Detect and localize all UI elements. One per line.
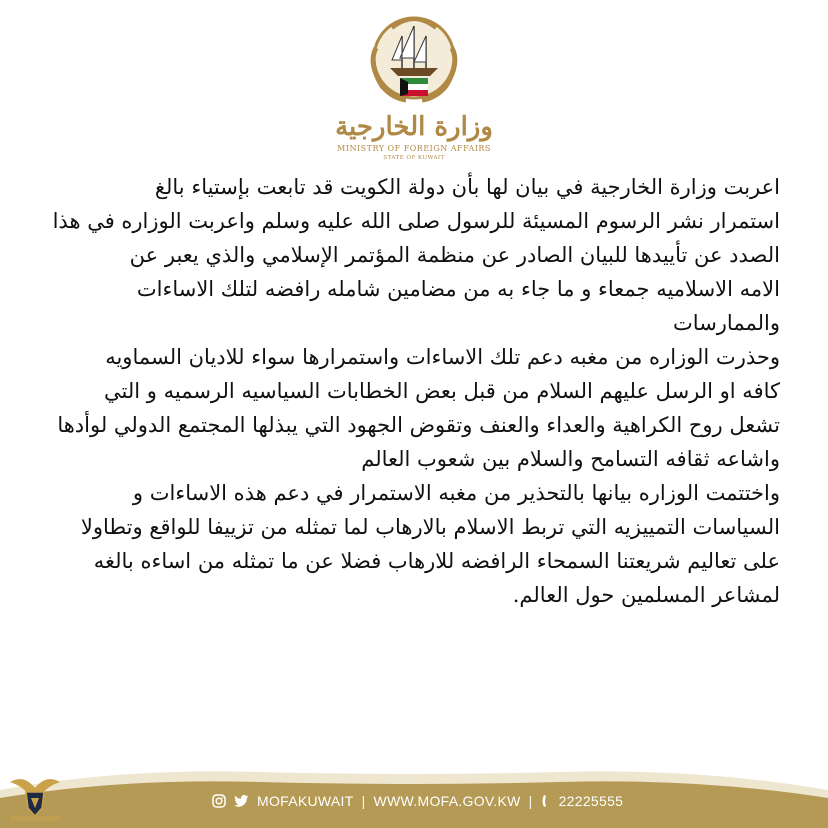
statement-body (50, 170, 780, 612)
twitter-icon[interactable] (234, 795, 249, 808)
phone-icon (541, 794, 551, 808)
instagram-icon[interactable] (212, 794, 226, 808)
watermark-logo (6, 768, 64, 824)
text-line: لمشاعر المسلمين حول العالم. (512, 583, 780, 607)
text-line: الامه الاسلاميه جمعاء و ما جاء به من مضامين شامله رافضه لتلك الاساءات (136, 277, 780, 301)
social-handle[interactable]: MOFAKUWAIT (257, 793, 354, 809)
text-line: الصدد عن تأييدها للبيان الصادر عن منظمة المؤتمر الإسلامي والذي يعبر عن (129, 243, 780, 267)
kuwait-emblem (362, 8, 466, 112)
text-line: اعربت وزارة الخارجية في بيان لها بأن دولة الكويت قد تابعت بإستياء بالغ (154, 175, 780, 199)
statement-paragraph-2 (50, 340, 780, 476)
footer-contacts (212, 790, 623, 812)
text-line: تشعل روح الكراهية والعداء والعنف وتقوض الجهود التي يبذلها المجتمع الدولي لوأدها (57, 413, 780, 437)
text-line: السياسات التمييزيه التي تربط الاسلام بالارهاب لما تمثله من تزييفا للواقع وتطاولا (80, 515, 780, 539)
footer-divider: | (361, 793, 366, 809)
text-line: استمرار نشر الرسوم المسيئة للرسول صلى الله عليه وسلم واعربت الوزاره في هذا (52, 209, 780, 233)
state-name: STATE OF KUWAIT (383, 155, 445, 161)
text-line: واختتمت الوزاره بيانها بالتحذير من مغبه الاستمرار في دعم هذه الاساءات و (132, 481, 780, 505)
text-line: وحذرت الوزاره من مغبه دعم تلك الاساءات واستمرارها سواء للاديان السماويه (105, 345, 780, 369)
footer-divider: | (528, 793, 533, 809)
ministry-arabic-name: وزارة الخارجية (335, 112, 493, 142)
phone-number[interactable]: 22225555 (558, 793, 624, 809)
text-line: كافه او الرسل عليهم السلام من قبل بعض الخطابات السياسيه الرسميه و التي (104, 379, 780, 403)
statement-paragraph-3 (50, 476, 780, 612)
text-line: على تعاليم شريعتنا السمحاء الرافضه للارهاب فضلا عن ما تمثله من اساءه بالغه (93, 549, 780, 573)
website-link[interactable]: WWW.MOFA.GOV.KW (373, 793, 521, 809)
text-line: والممارسات (673, 311, 780, 335)
text-line: واشاعه ثقافه التسامح والسلام بين شعوب العالم (361, 447, 780, 471)
ministry-title-block (314, 110, 514, 162)
statement-paragraph-1 (50, 170, 780, 340)
ministry-english-name: MINISTRY OF FOREIGN AFFAIRS (337, 144, 491, 153)
